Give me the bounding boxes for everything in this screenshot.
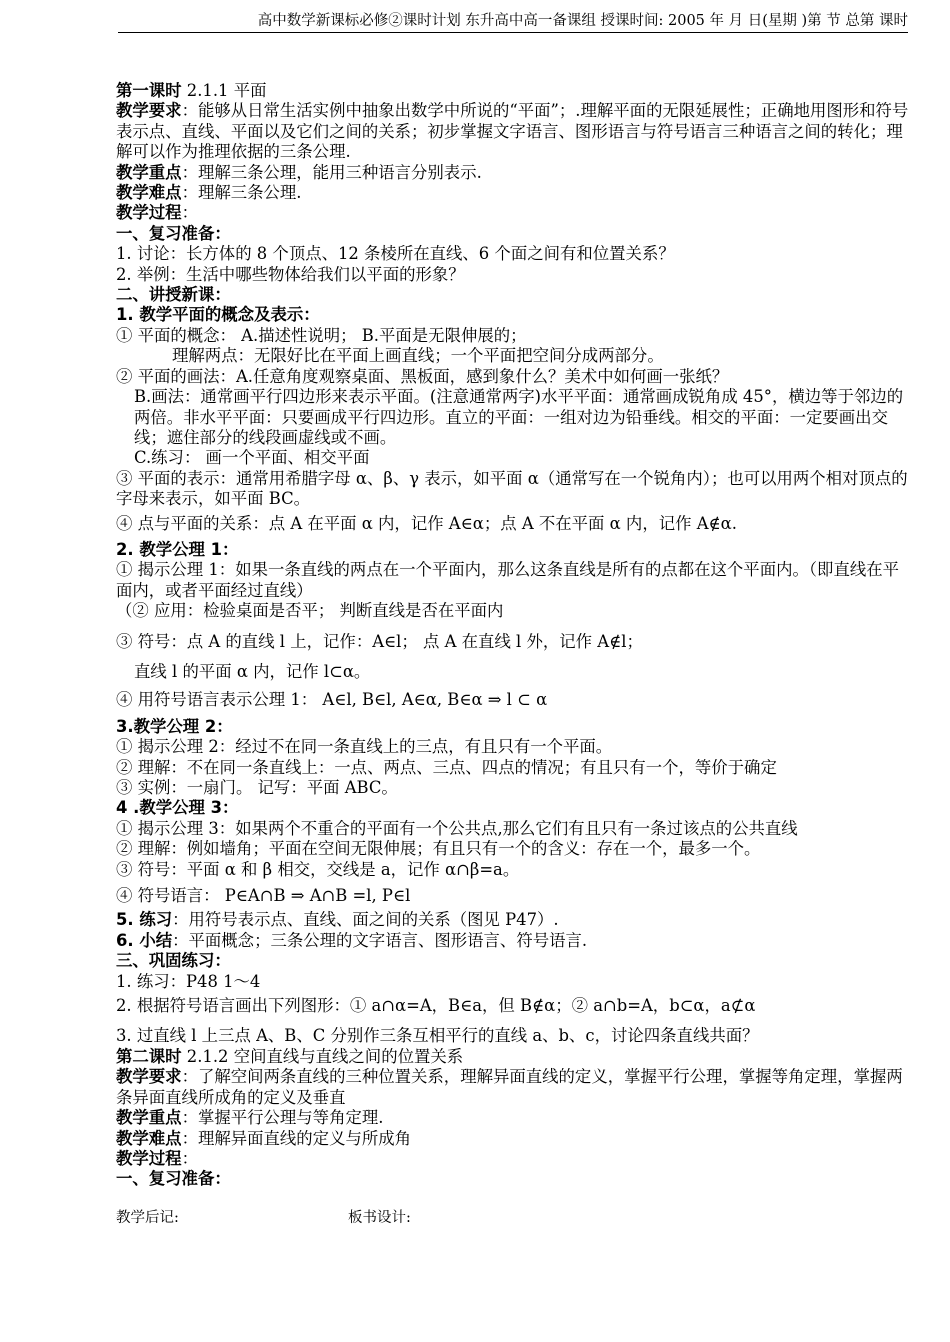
- plane-concept-note: 理解两点：无限好比在平面上画直线；一个平面把空间分成两部分。: [172, 346, 664, 366]
- axiom1-symbol-line: 直线 l 的平面 α 内，记作 l⊂α。: [134, 661, 371, 681]
- exercise-item: 1. 练习：P48 1～4: [116, 971, 261, 991]
- section-consolidation: 三、巩固练习：: [116, 951, 231, 971]
- lesson2-process: 教学过程：: [116, 1148, 198, 1168]
- plane-drawing-method: B.画法：通常画平行四边形来表示平面。(注意通常两字)水平平面：通常画成锐角成 45°，横边等于邻边的两倍。非水平平面：只要画成平行四边形。直立的平面：一组对边为铅垂线。相交的平面：一定要画出交线；遮住部分的线段画虚线或不画。: [134, 387, 904, 447]
- lesson2-focus: 教学重点：掌握平行公理与等角定理.: [116, 1108, 384, 1128]
- section-review: 一、复习准备：: [116, 223, 231, 243]
- exercise-item: 2. 根据符号语言画出下列图形：① a∩α=A，B∈a，但 B∉α；② a∩b=A，b⊂α，a⊄α: [116, 996, 756, 1016]
- review-item: 2. 举例：生活中哪些物体给我们以平面的形象？: [116, 264, 465, 284]
- axiom1-application: （② 应用：检验桌面是否平； 判断直线是否在平面内: [116, 601, 504, 621]
- lesson2-difficulty: 教学难点：理解异面直线的定义与所成角: [116, 1128, 412, 1148]
- lesson-body: [116, 81, 911, 1190]
- plane-concept: ① 平面的概念： A.描述性说明； B.平面是无限伸展的；: [116, 325, 527, 345]
- axiom2-statement: ① 揭示公理 2：经过不在同一条直线上的三点，有且只有一个平面。: [116, 737, 613, 757]
- section-new-lesson: 二、讲授新课：: [116, 285, 231, 305]
- axiom2-understanding: ② 理解：不在同一条直线上：一点、两点、三点、四点的情况；有且只有一个，等价于确定: [116, 757, 777, 777]
- lesson1-requirements: 教学要求：能够从日常生活实例中抽象出数学中所说的“平面”；.理解平面的无限延展性；正确地用图形和符号表示点、直线、平面以及它们之间的关系；初步掌握文字语言、图形语言与符号语言三种语言之间的转化；理解可以作为推理依据的三条公理.: [116, 101, 909, 162]
- summary-item: 6. 小结：平面概念；三条公理的文字语言、图形语言、符号语言.: [116, 930, 588, 950]
- subsection-axiom2: 3.教学公理 2：: [116, 716, 233, 736]
- exercise-item: 3. 过直线 l 上三点 A、B、C 分别作三条互相平行的直线 a、b、c，讨论四条直线共面？: [116, 1026, 759, 1046]
- lesson1-difficulty: 教学难点：理解三条公理.: [116, 183, 302, 203]
- page-header: 高中数学新课标必修②课时计划 东升高中高一备课组 授课时间: 2005 年 月 日(星期 )第 节 总第 课时: [118, 12, 908, 33]
- teaching-reflection-label: 教学后记:: [116, 1210, 179, 1226]
- subsection-plane: 1. 教学平面的概念及表示：: [116, 305, 320, 325]
- axiom3-symbolic: ④ 符号语言： P∈A∩B ⇒ A∩B =l, P∈l: [116, 886, 411, 906]
- lesson1-focus: 教学重点：理解三条公理，能用三种语言分别表示.: [116, 162, 482, 182]
- subsection-axiom3: 4 .教学公理 3：: [116, 798, 239, 818]
- practice-item: 5. 练习：用符号表示点、直线、面之间的关系（图见 P47）.: [116, 910, 559, 930]
- lesson2-requirements: 教学要求：了解空间两条直线的三种位置关系，理解异面直线的定义，掌握平行公理，掌握等角定理，掌握两条异面直线所成角的定义及垂直: [116, 1067, 903, 1107]
- axiom3-statement: ① 揭示公理 3：如果两个不重合的平面有一个公共点,那么它们有且只有一条过该点的公共直线: [116, 818, 798, 838]
- axiom1-symbolic: ④ 用符号语言表示公理 1： A∈l, B∈l, A∈α, B∈α ⇒ l ⊂ α: [116, 690, 548, 710]
- axiom3-symbol: ③ 符号：平面 α 和 β 相交，交线是 a，记作 α∩β=a。: [116, 859, 520, 879]
- lesson2-review: 一、复习准备：: [116, 1169, 231, 1189]
- axiom1-symbol: ③ 符号：点 A 的直线 l 上，记作：A∈l； 点 A 在直线 l 外，记作 A∉l；: [116, 631, 643, 651]
- axiom3-understanding: ② 理解：例如墙角；平面在空间无限伸展；有且只有一个的含义：存在一个，最多一个。: [116, 839, 761, 859]
- point-plane-relation: ④ 点与平面的关系：点 A 在平面 α 内，记作 A∈α；点 A 不在平面 α 内，记作 A∉α.: [116, 513, 737, 533]
- plane-notation: ③ 平面的表示：通常用希腊字母 α、β、γ 表示，如平面 α（通常写在一个锐角内）；也可以用两个相对顶点的字母来表示，如平面 BC。: [116, 468, 908, 509]
- review-item: 1. 讨论：长方体的 8 个顶点、12 条棱所在直线、6 个面之间有和位置关系？: [116, 244, 675, 264]
- plane-exercise: C.练习： 画一个平面、相交平面: [134, 448, 370, 468]
- axiom2-example: ③ 实例：一扇门。 记写：平面 ABC。: [116, 778, 398, 797]
- subsection-axiom1: 2. 教学公理 1：: [116, 539, 239, 559]
- lesson1-title: 第一课时 2.1.1 平面: [116, 81, 267, 100]
- lesson2-title: 第二课时 2.1.2 空间直线与直线之间的位置关系: [116, 1046, 464, 1066]
- board-design-label: 板书设计:: [348, 1210, 411, 1226]
- plane-drawing: ② 平面的画法：A.任意角度观察桌面、黑板面，感到象什么？美术中如何画一张纸？: [116, 366, 729, 386]
- lesson1-process: 教学过程：: [116, 203, 198, 223]
- axiom1-statement: ① 揭示公理 1：如果一条直线的两点在一个平面内，那么这条直线是所有的点都在这个平面内。（即直线在平面内，或者平面经过直线）: [116, 560, 900, 600]
